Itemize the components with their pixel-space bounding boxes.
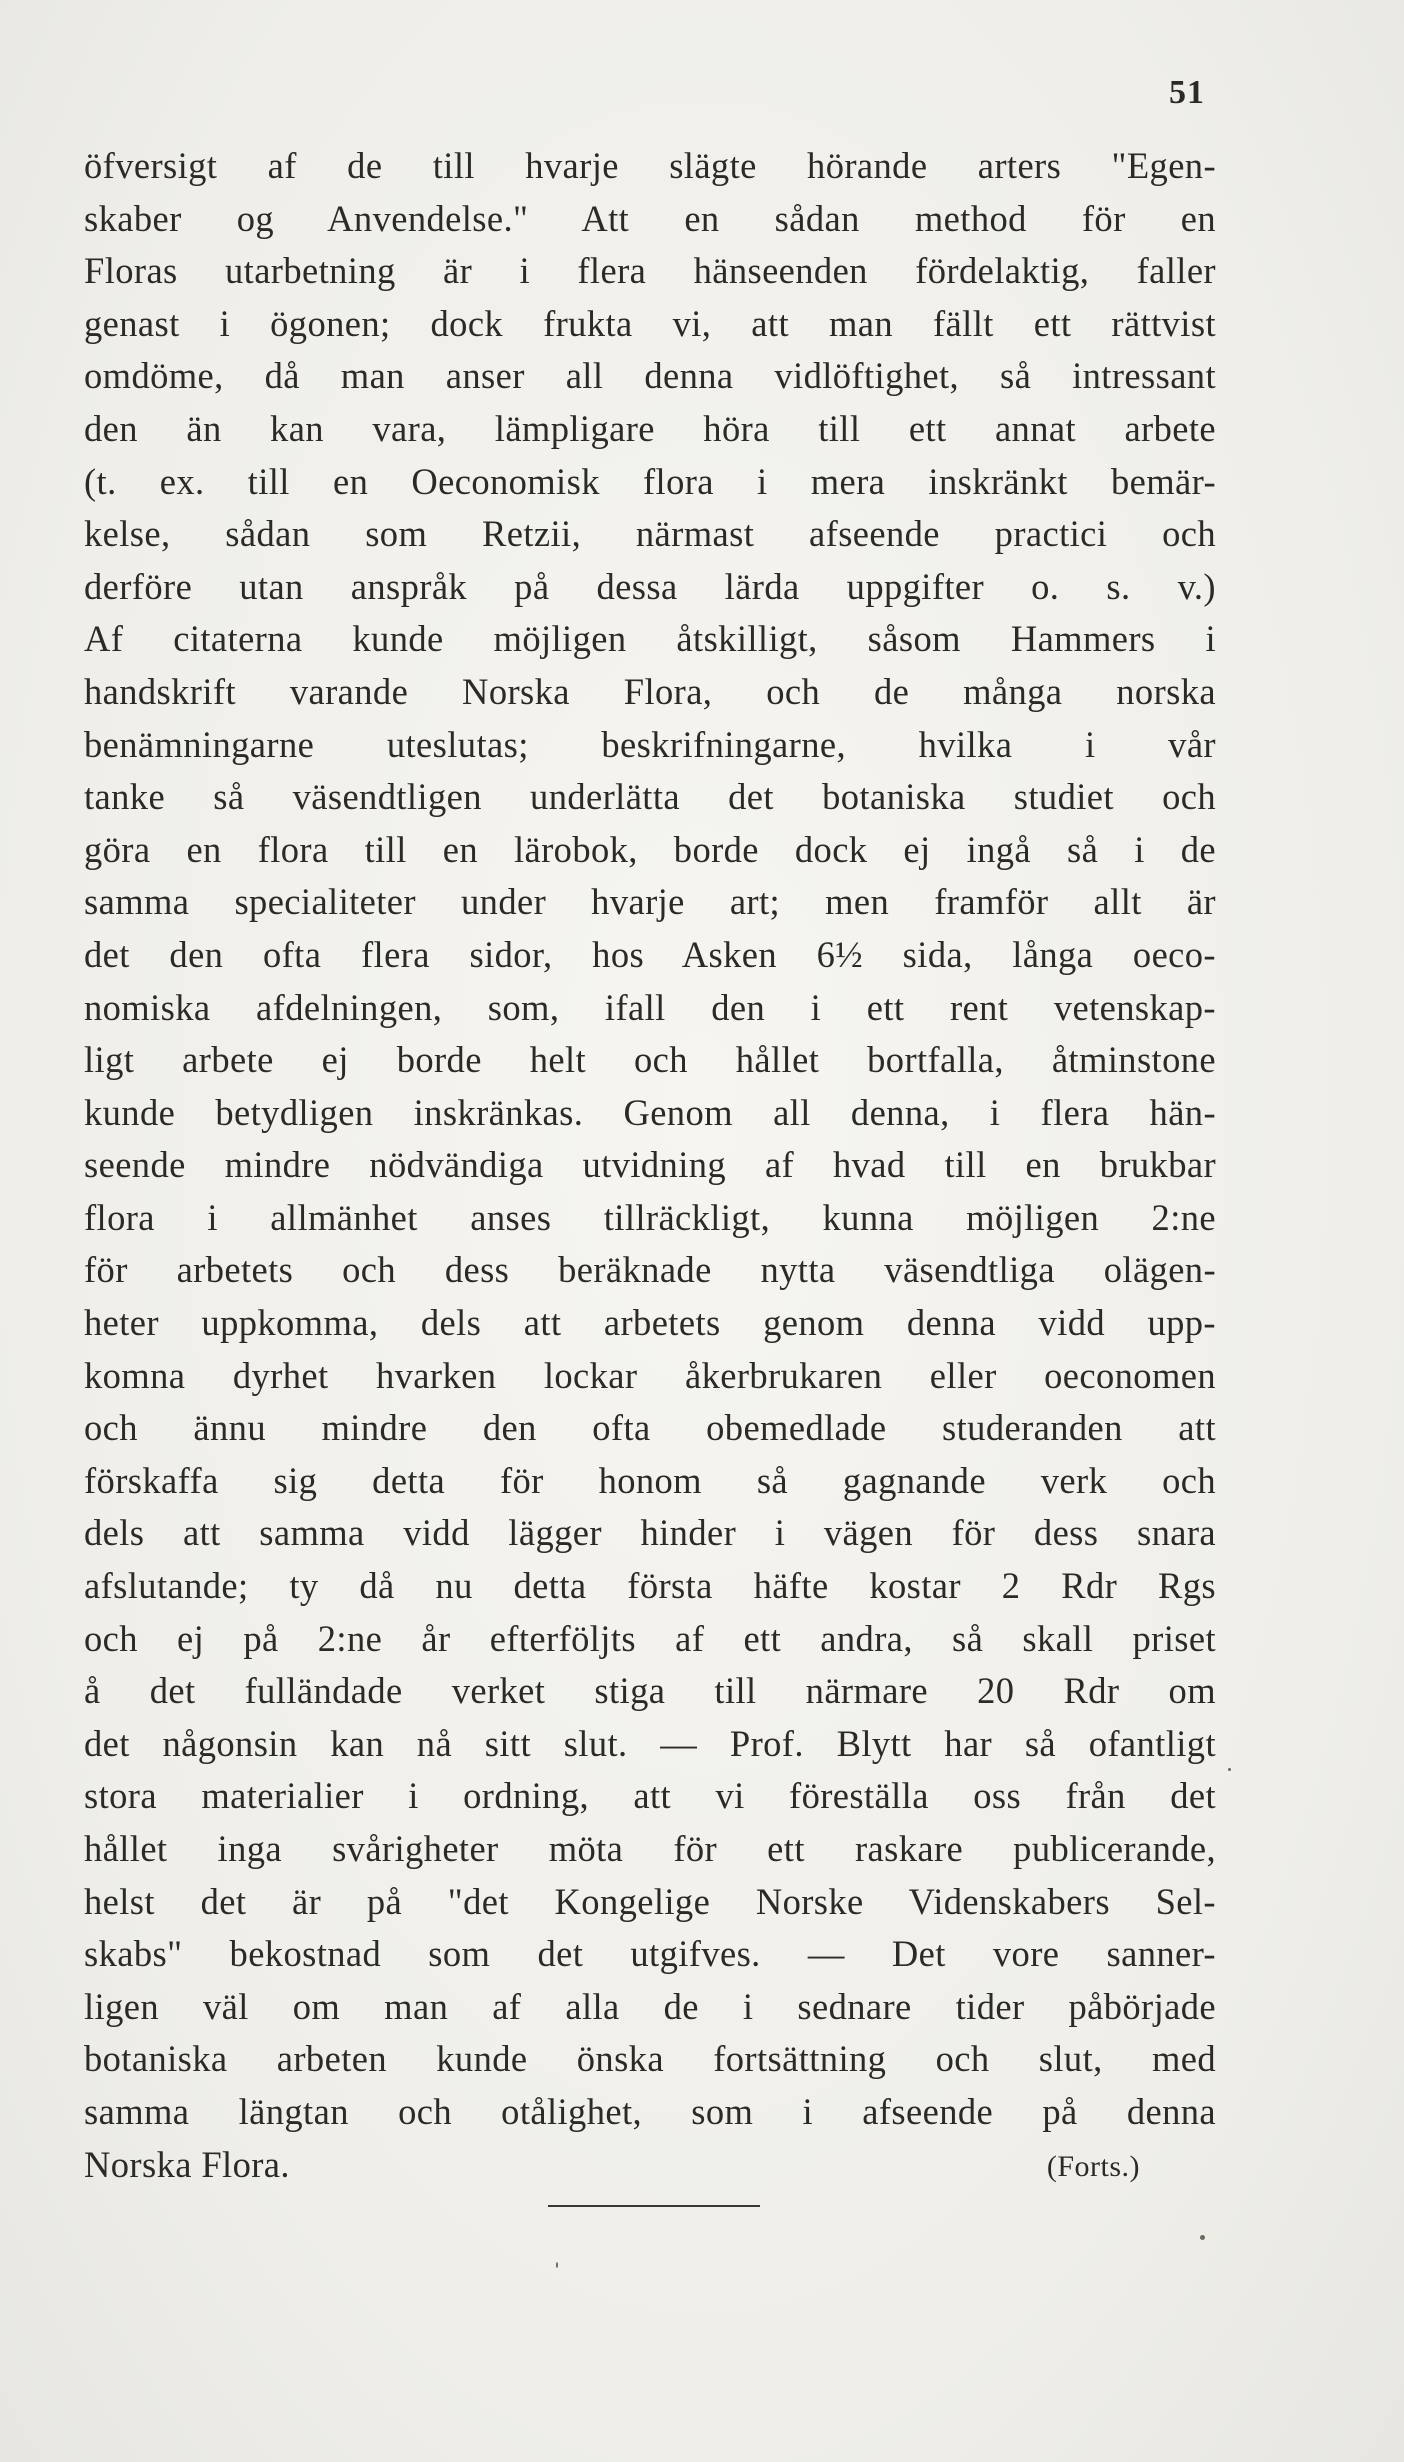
text-line: och ännu mindre den ofta obemedlade studeranden att xyxy=(84,1407,1216,1449)
text-line: stora materialier i ordning, att vi föreställa oss från det xyxy=(84,1775,1216,1817)
text-line: göra en flora till en lärobok, borde dock ej ingå så i de xyxy=(84,828,1216,870)
text-line: ligen väl om man af alla de i sednare tider påbörjade xyxy=(84,1985,1216,2027)
text-line: omdöme, då man anser all denna vidlöftighet, så intressant xyxy=(84,355,1216,397)
text-line: heter uppkomma, dels att arbetets genom denna vidd upp- xyxy=(84,1302,1216,1344)
text-line: för arbetets och dess beräknade nytta väsendtliga olägen- xyxy=(84,1249,1216,1291)
text-line: tanke så väsendtligen underlätta det botaniska studiet och xyxy=(84,776,1216,818)
body-text xyxy=(84,140,1216,2191)
text-line: hållet inga svårigheter möta för ett raskare publicerande, xyxy=(84,1828,1216,1869)
paper-speck xyxy=(1228,1768,1231,1771)
text-line: kelse, sådan som Retzii, närmast afseende practici och xyxy=(84,513,1216,555)
text-line: ligt arbete ej borde helt och hållet bortfalla, åtminstone xyxy=(84,1039,1216,1081)
text-line: nomiska afdelningen, som, ifall den i ett rent vetenskap- xyxy=(84,986,1216,1028)
text-line: och ej på 2:ne år efterföljts af ett andra, så skall priset xyxy=(84,1617,1216,1659)
text-line: det någonsin kan nå sitt slut. — Prof. Blytt har så ofantligt xyxy=(84,1722,1216,1764)
paper-speck xyxy=(1200,2235,1205,2240)
text-line: samma längtan och otålighet, som i afseende på denna xyxy=(84,2090,1216,2132)
end-rule xyxy=(548,2205,760,2207)
text-line: öfversigt af de till hvarje slägte hörande arters "Egen- xyxy=(84,145,1216,186)
text-line: samma specialiteter under hvarje art; men framför allt är xyxy=(84,881,1216,923)
text-line: komna dyrhet hvarken lockar åkerbrukaren eller oeconomen xyxy=(84,1354,1216,1396)
continuation-note: (Forts.) xyxy=(1046,2150,1140,2183)
text-line: afslutande; ty då nu detta första häfte kostar 2 Rdr Rgs xyxy=(84,1565,1216,1607)
text-line: den än kan vara, lämpligare höra till ett annat arbete xyxy=(84,407,1216,449)
text-line: botaniska arbeten kunde önska fortsättning och slut, med xyxy=(84,2038,1216,2080)
text-line: seende mindre nödvändiga utvidning af hvad till en brukbar xyxy=(84,1144,1216,1186)
text-line: förskaffa sig detta för honom så gagnande verk och xyxy=(84,1459,1216,1501)
text-line: derföre utan anspråk på dessa lärda uppgifter o. s. v.) xyxy=(84,565,1216,607)
text-line: helst det är på "det Kongelige Norske Videnskabers Sel- xyxy=(84,1880,1216,1922)
text-line: benämningarne uteslutas; beskrifningarne, hvilka i vår xyxy=(84,723,1216,765)
paper-speck xyxy=(556,2262,558,2268)
text-line: handskrift varande Norska Flora, och de många norska xyxy=(84,670,1216,712)
text-line: kunde betydligen inskränkas. Genom all denna, i flera hän- xyxy=(84,1091,1216,1133)
text-line: Norska Flora. xyxy=(84,2143,290,2185)
text-line: å det fulländade verket stiga till närmare 20 Rdr om xyxy=(84,1670,1216,1712)
text-line: det den ofta flera sidor, hos Asken 6½ sida, långa oeco- xyxy=(84,933,1216,975)
text-line: (t. ex. till en Oeconomisk flora i mera inskränkt bemär- xyxy=(84,460,1216,502)
text-line: Af citaterna kunde möjligen åtskilligt, såsom Hammers i xyxy=(84,618,1216,660)
text-line: flora i allmänhet anses tillräckligt, kunna möjligen 2:ne xyxy=(84,1196,1216,1238)
text-line: skabs" bekostnad som det utgifves. — Det vore sanner- xyxy=(84,1933,1216,1975)
text-line: skaber og Anvendelse." Att en sådan method för en xyxy=(84,197,1216,239)
text-line: Floras utarbetning är i flera hänseenden fördelaktig, faller xyxy=(84,250,1216,292)
text-line: genast i ögonen; dock frukta vi, att man fällt ett rättvist xyxy=(84,302,1216,344)
text-line: dels att samma vidd lägger hinder i vägen för dess snara xyxy=(84,1512,1216,1554)
page-number: 51 xyxy=(1169,74,1205,111)
